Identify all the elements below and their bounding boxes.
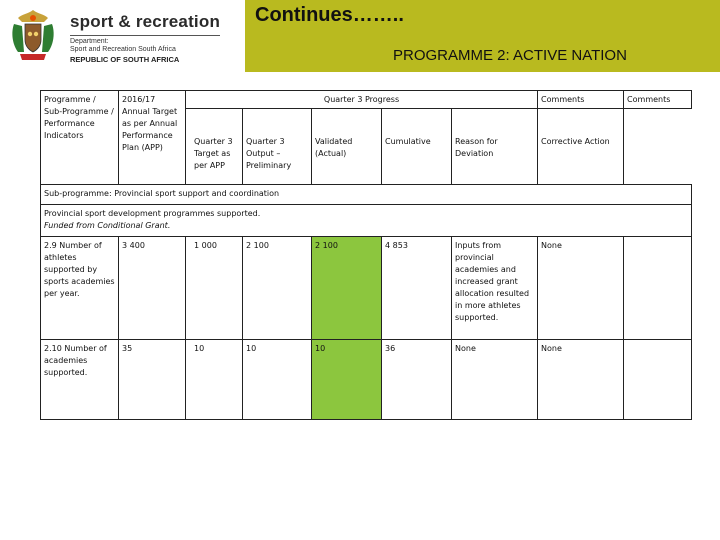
cell-empty	[624, 340, 692, 420]
cell-reason: Inputs from provincial academies and increased grant allocation resulted in more athletes supported.	[452, 237, 538, 340]
section-label	[41, 205, 692, 237]
country-label: REPUBLIC OF SOUTH AFRICA	[70, 55, 180, 64]
brand-divider	[70, 35, 220, 36]
header-cell-indicator: Programme / Sub-Programme / Performance Indicators	[41, 91, 119, 185]
cell-empty	[624, 237, 692, 340]
cell-cumulative: 4 853	[382, 237, 452, 340]
cell-reason: None	[452, 340, 538, 420]
funding-note: Funded from Conditional Grant.	[44, 221, 171, 230]
programme-title: PROGRAMME 2: ACTIVE NATION	[393, 47, 627, 64]
cell-validated: 2 100	[312, 237, 382, 340]
subprogramme-label: Sub-programme: Provincial sport support and coordination	[41, 185, 692, 205]
department-line: Sport and Recreation South Africa	[70, 46, 176, 53]
cell-annual-target: 3 400	[119, 237, 186, 340]
brand-name: sport & recreation	[70, 12, 221, 31]
header-cell-corrective-action: Corrective Action	[538, 109, 624, 185]
performance-table	[40, 90, 692, 420]
subprogramme-row	[41, 185, 692, 205]
cell-validated: 10	[312, 340, 382, 420]
header-cell-q3-progress: Quarter 3 Progress	[186, 91, 538, 109]
section-row	[41, 205, 692, 237]
header-cell-q3-output: Quarter 3 Output – Preliminary	[243, 109, 312, 185]
q3-target-label: Quarter 3 Target as per APP	[194, 137, 233, 170]
cell-corrective-action: None	[538, 237, 624, 340]
header-cell-validated: Validated (Actual)	[312, 109, 382, 185]
cell-annual-target: 35	[119, 340, 186, 420]
section-title: Provincial sport development programmes supported.	[44, 209, 261, 218]
logo-area	[0, 0, 245, 72]
q3-target-value: 1 000	[194, 241, 217, 250]
header-cell-cumulative: Cumulative	[382, 109, 452, 185]
header-cell-annual-target: 2016/17 Annual Target as per Annual Performance Plan (APP)	[119, 91, 186, 185]
table-row	[41, 340, 692, 420]
department-line: Department:	[70, 38, 109, 45]
cell-q3-output: 10	[243, 340, 312, 420]
coat-of-arms-icon	[8, 8, 58, 64]
slide-title: Continues……..	[255, 4, 404, 26]
cell-indicator: 2.10 Number of academies supported.	[41, 340, 119, 420]
header-cell-reason: Reason for Deviation	[452, 109, 538, 185]
header-cell-comments: Comments	[538, 91, 624, 109]
header-cell-comments: Comments	[624, 91, 692, 109]
cell-corrective-action: None	[538, 340, 624, 420]
header-row	[41, 91, 692, 109]
cell-q3-output: 2 100	[243, 237, 312, 340]
cell-q3-target	[186, 237, 243, 340]
header-cell-q3-target	[186, 109, 243, 185]
table-row	[41, 237, 692, 340]
cell-q3-target	[186, 340, 243, 420]
cell-indicator: 2.9 Number of athletes supported by sports academies per year.	[41, 237, 119, 340]
department-label	[70, 38, 176, 54]
cell-cumulative: 36	[382, 340, 452, 420]
q3-target-value: 10	[194, 344, 205, 353]
